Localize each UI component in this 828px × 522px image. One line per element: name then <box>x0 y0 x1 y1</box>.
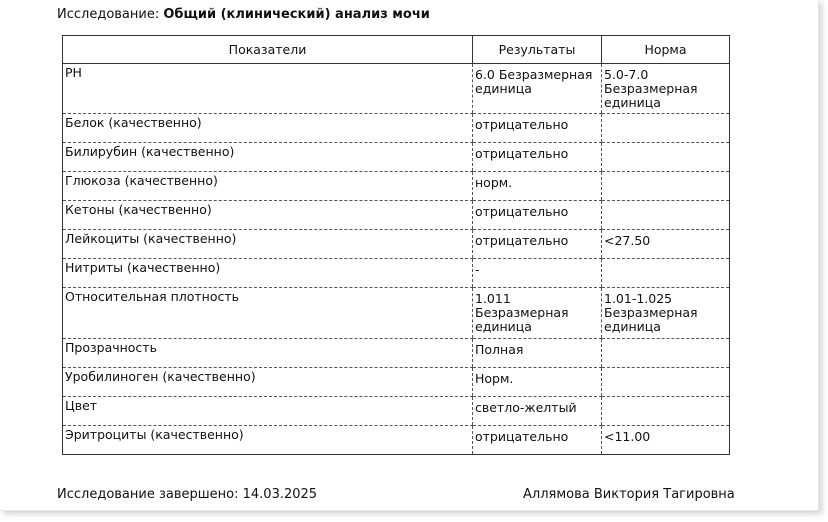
table-row <box>63 288 730 339</box>
indicator-name: Нитриты (качественно) <box>63 259 473 288</box>
result-value: отрицательно <box>473 230 602 259</box>
result-value: отрицательно <box>473 201 602 230</box>
result-value: светло-желтый <box>473 397 602 426</box>
norm-value <box>602 201 730 230</box>
indicator-name: Уробилиноген (качественно) <box>63 368 473 397</box>
header-indicators: Показатели <box>63 36 473 64</box>
indicator-name: Билирубин (качественно) <box>63 143 473 172</box>
result-value: норм. <box>473 172 602 201</box>
norm-value <box>602 172 730 201</box>
norm-value <box>602 114 730 143</box>
norm-value: 5.0-7.0 Безразмерная единица <box>602 64 730 114</box>
result-value: Норм. <box>473 368 602 397</box>
result-value: отрицательно <box>473 143 602 172</box>
table-row <box>63 172 730 201</box>
header-results: Результаты <box>473 36 602 64</box>
table-row <box>63 397 730 426</box>
indicator-name: Лейкоциты (качественно) <box>63 230 473 259</box>
indicator-name: Относительная плотность <box>63 288 473 339</box>
result-value: - <box>473 259 602 288</box>
norm-value <box>602 143 730 172</box>
norm-value <box>602 259 730 288</box>
table-row <box>63 368 730 397</box>
table-row <box>63 64 730 114</box>
table-row <box>63 339 730 368</box>
study-label: Исследование: <box>57 7 164 22</box>
indicator-name: Эритроциты (качественно) <box>63 426 473 455</box>
result-value: отрицательно <box>473 426 602 455</box>
indicator-name: PH <box>63 64 473 114</box>
table-row <box>63 259 730 288</box>
results-table <box>62 35 730 455</box>
header-norm: Норма <box>602 36 730 64</box>
study-heading <box>57 7 430 23</box>
table-row <box>63 114 730 143</box>
norm-value: <27.50 <box>602 230 730 259</box>
result-value: Полная <box>473 339 602 368</box>
table-row <box>63 230 730 259</box>
norm-value <box>602 368 730 397</box>
norm-value <box>602 339 730 368</box>
doctor-name: Аллямова Виктория Тагировна <box>523 487 735 502</box>
table-header-row <box>63 36 730 64</box>
result-value: 6.0 Безразмерная единица <box>473 64 602 114</box>
indicator-name: Кетоны (качественно) <box>63 201 473 230</box>
result-value: 1.011 Безразмерная единица <box>473 288 602 339</box>
norm-value: <11.00 <box>602 426 730 455</box>
indicator-name: Прозрачность <box>63 339 473 368</box>
norm-value: 1.01-1.025 Безразмерная единица <box>602 288 730 339</box>
indicator-name: Белок (качественно) <box>63 114 473 143</box>
indicator-name: Цвет <box>63 397 473 426</box>
table-row <box>63 426 730 455</box>
indicator-name: Глюкоза (качественно) <box>63 172 473 201</box>
table-row <box>63 201 730 230</box>
completion-date: Исследование завершено: 14.03.2025 <box>57 487 318 502</box>
result-value: отрицательно <box>473 114 602 143</box>
norm-value <box>602 397 730 426</box>
study-title: Общий (клинический) анализ мочи <box>163 7 430 22</box>
table-row <box>63 143 730 172</box>
